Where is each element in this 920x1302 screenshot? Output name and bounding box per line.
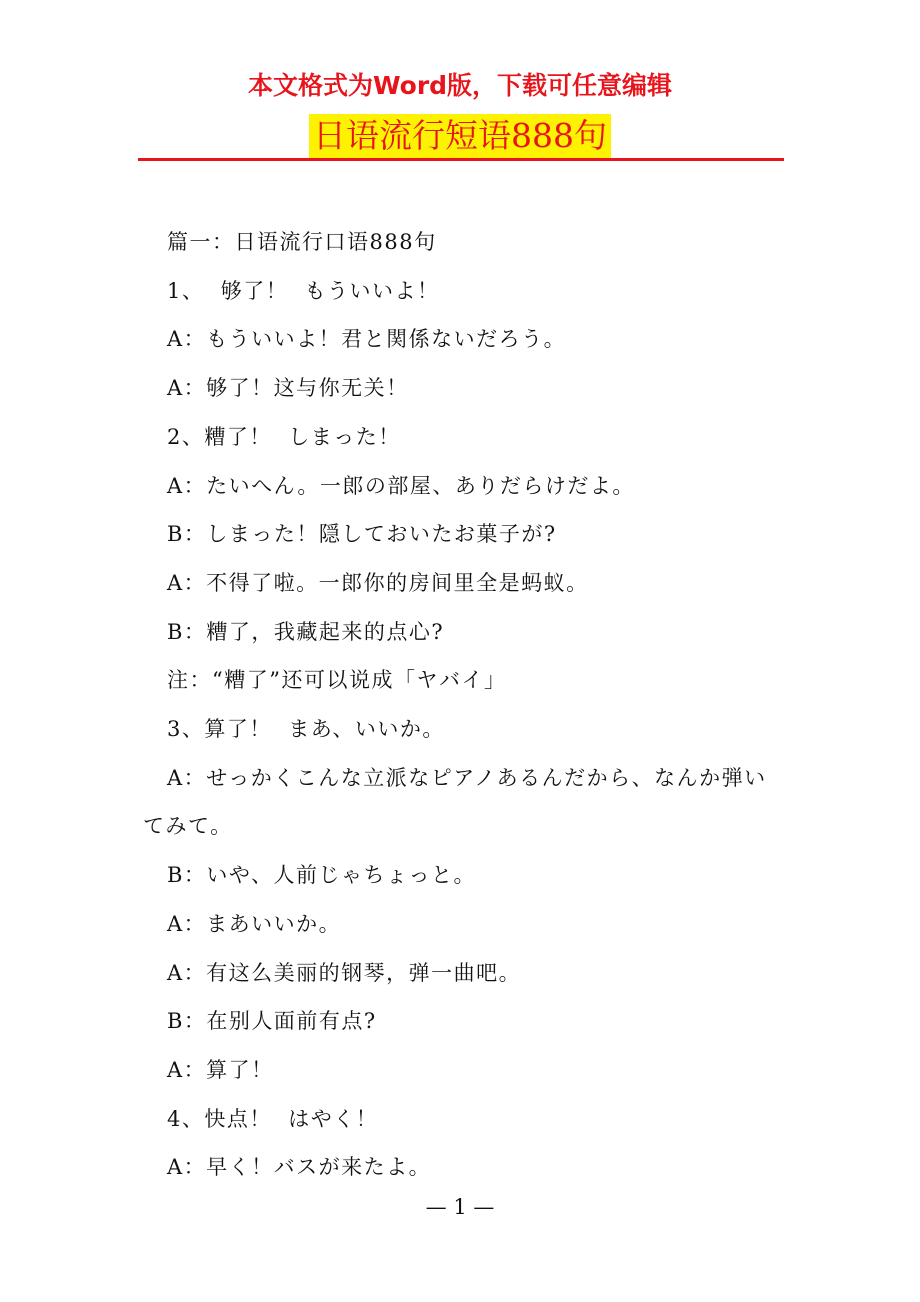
dialogue-line: B：在别人面前有点? — [167, 1009, 377, 1034]
phrase-heading: 1、 够了！ もういいよ！ — [167, 278, 440, 303]
document-title: 日语流行短语888句 — [309, 114, 611, 158]
dialogue-line: A：不得了啦。一郎你的房间里全是蚂蚁。 — [167, 570, 589, 595]
dialogue-line: B：しまった！隠しておいたお菓子が? — [167, 522, 557, 547]
dialogue-line: A：たいへん。一郎の部屋、ありだらけだよ。 — [167, 473, 635, 498]
phrase-heading: 4、快点！ はやく！ — [167, 1106, 379, 1131]
dialogue-line: A：够了！这与你无关！ — [167, 376, 409, 401]
dialogue-line: A：早く！バスが来たよ。 — [167, 1155, 432, 1180]
dialogue-line: A：まあいいか。 — [167, 911, 342, 936]
dialogue-line: A：もういいよ！君と関係ないだろう。 — [167, 327, 567, 352]
note-line: 注：“糟了”还可以说成「ヤバイ」 — [167, 668, 507, 693]
document-body — [143, 218, 785, 1192]
page-number: — 1 — — [425, 1195, 495, 1219]
dialogue-line: A：せっかくこんな立派なピアノあるんだから、なんか弾いてみて。 — [143, 765, 767, 839]
phrase-heading: 2、糟了！ しまった！ — [167, 424, 401, 449]
format-notice-banner: 本文格式为Word版，下载可任意编辑 — [247, 71, 673, 100]
dialogue-line: A：有这么美丽的钢琴，弹一曲吧。 — [167, 960, 522, 985]
section-heading: 篇一：日语流行口语888句 — [167, 230, 437, 254]
dialogue-line: B：いや、人前じゃちょっと。 — [167, 863, 477, 888]
title-divider — [138, 158, 784, 161]
title-container — [0, 114, 920, 158]
dialogue-line: B：糟了，我藏起来的点心? — [167, 619, 445, 644]
phrase-heading: 3、算了！ まあ、いいか。 — [167, 717, 445, 742]
dialogue-line: A：算了！ — [167, 1057, 274, 1082]
